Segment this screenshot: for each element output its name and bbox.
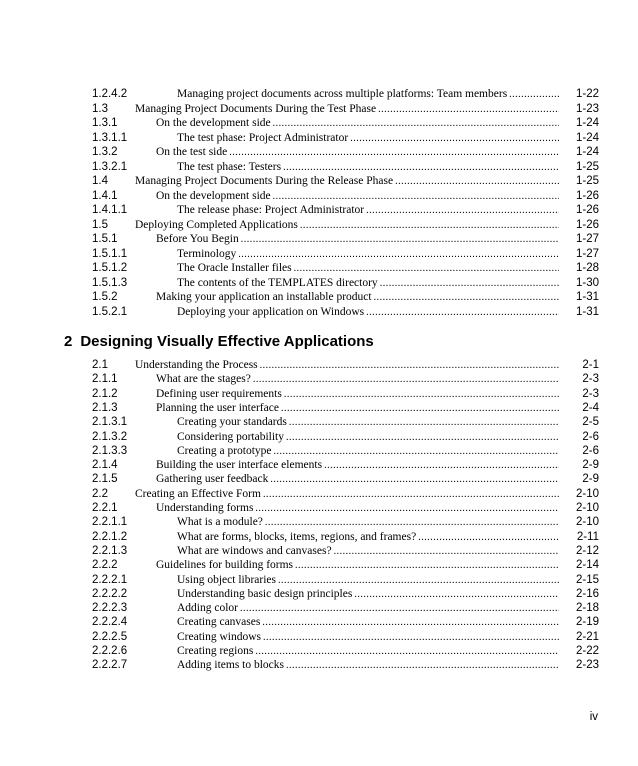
toc-entry-number: 2.1.3.2	[92, 430, 128, 443]
toc-entry[interactable]	[92, 145, 599, 160]
toc-entry-page: 2-12	[575, 544, 599, 557]
toc-entry-number: 2.2.1	[92, 502, 118, 514]
dot-leader	[262, 615, 559, 630]
toc-entry-number: 2.2.2.6	[92, 645, 128, 657]
toc-entry-title-line	[156, 458, 559, 473]
dot-leader	[273, 116, 559, 131]
toc-entry-number: 1.4.1.1	[92, 204, 128, 216]
toc-entry-title: On the development side	[156, 117, 271, 129]
toc-entry-page: 1-27	[575, 247, 599, 260]
toc-entry-page: 1-28	[575, 262, 599, 274]
toc-entry-number: 1.5.1.3	[92, 276, 128, 289]
toc-entry[interactable]	[92, 372, 599, 387]
toc-entry-number: 1.5.1.1	[92, 247, 128, 260]
toc-entry[interactable]	[92, 644, 599, 659]
toc-entry-title-line	[177, 131, 559, 146]
toc-entry-title: Creating canvases	[177, 616, 261, 629]
toc-entry-page: 1-23	[575, 102, 599, 115]
toc-entry-number: 2.2.1.1	[92, 516, 128, 529]
toc-entry[interactable]	[92, 131, 599, 146]
dot-leader	[354, 587, 559, 602]
toc-entry-page: 1-25	[575, 160, 599, 173]
toc-entry-title-line	[177, 544, 559, 559]
toc-entry-title: Understanding forms	[156, 502, 254, 514]
toc-entry-title-line	[177, 415, 559, 430]
toc-entry[interactable]	[92, 487, 599, 502]
toc-entry-number: 2.1.4	[92, 459, 118, 472]
dot-leader	[263, 487, 559, 502]
toc-entry-title: Deploying your application on Windows	[177, 305, 365, 318]
toc-entry-title: Making your application an installable product	[156, 291, 372, 303]
toc-entry[interactable]	[92, 87, 599, 102]
toc-entry[interactable]	[92, 174, 599, 189]
toc-entry-title: On the development side	[156, 189, 271, 202]
toc-entry-title: The Oracle Installer files	[177, 262, 292, 274]
dot-leader	[270, 472, 559, 487]
toc-entry-title-line	[177, 305, 559, 320]
dot-leader	[374, 290, 559, 305]
toc-entry-page: 1-27	[575, 233, 599, 245]
toc-entry-title-line	[177, 615, 559, 630]
toc-entry-title-line	[177, 601, 559, 616]
dot-leader	[283, 160, 559, 175]
toc-entry-title-line	[135, 487, 559, 502]
toc-entry-title: Building the user interface elements	[156, 459, 323, 472]
dot-leader	[286, 430, 559, 445]
dot-leader	[380, 276, 559, 291]
toc-entry-title: The test phase: Project Administrator	[177, 131, 349, 144]
toc-entry-number: 2.2.1.2	[92, 530, 128, 543]
dot-leader	[418, 530, 559, 545]
toc-entry-number: 2.2.2.4	[92, 616, 128, 629]
toc-entry[interactable]	[92, 601, 599, 616]
toc-entry[interactable]	[92, 203, 599, 218]
toc-entry[interactable]	[92, 472, 599, 487]
toc-entry-title: Planning the user interface	[156, 401, 279, 414]
dot-leader	[241, 232, 559, 247]
toc-entry-page: 2-10	[575, 502, 599, 514]
toc-entry[interactable]	[92, 247, 599, 262]
toc-entry-title-line	[177, 276, 559, 291]
toc-entry-title: Adding items to blocks	[177, 659, 285, 672]
toc-entry-page: 2-10	[575, 487, 599, 500]
toc-entry-title: What are the stages?	[156, 373, 251, 386]
dot-leader	[294, 261, 559, 276]
toc-entry-page: 2-5	[582, 416, 599, 429]
toc-entry-title-line	[156, 116, 559, 131]
chapter-title: Designing Visually Effective Applications	[80, 333, 374, 350]
toc-entry[interactable]	[92, 515, 599, 530]
toc-entry-title-line	[156, 501, 559, 516]
toc-entry-title: Creating regions	[177, 645, 254, 657]
toc-entry-title: What is a module?	[177, 516, 263, 529]
toc-entry-title: Gathering user feedback	[156, 473, 269, 486]
toc-entry-number: 1.4	[92, 175, 108, 187]
toc-entry-title: The test phase: Testers	[177, 160, 282, 173]
toc-entry-page: 2-1	[582, 359, 599, 371]
toc-entry-number: 1.4.1	[92, 189, 118, 202]
toc-entry-number: 1.3.2	[92, 146, 118, 158]
toc-entry-title-line	[177, 530, 559, 545]
toc-entry-page: 1-26	[575, 204, 599, 216]
toc-entry-number: 1.2.4.2	[92, 88, 128, 100]
toc-entry[interactable]	[92, 189, 599, 204]
toc-entry-page: 1-31	[575, 305, 599, 318]
dot-leader	[273, 189, 559, 204]
toc-entry-number: 2.2.2.7	[92, 659, 128, 672]
toc-entry-number: 2.2.2	[92, 559, 118, 572]
toc-entry-title-line	[177, 261, 559, 276]
toc-entry-title: Adding color	[177, 602, 239, 615]
toc-entry-page: 2-11	[576, 530, 599, 543]
dot-leader	[324, 458, 559, 473]
toc-entry-title-line	[177, 644, 559, 659]
toc-entry-page: 2-10	[575, 516, 599, 529]
dot-leader	[253, 372, 559, 387]
toc-entry-title: Creating windows	[177, 630, 262, 643]
toc-entry[interactable]	[92, 587, 599, 602]
toc-entry-title: Considering portability	[177, 430, 285, 443]
toc-entry[interactable]	[92, 218, 599, 233]
toc-entry-title-line	[156, 372, 559, 387]
toc-entry-title-line	[156, 558, 559, 573]
toc-entry-title: Terminology	[177, 247, 237, 260]
toc-entry-title: On the test side	[156, 146, 228, 158]
toc-entry[interactable]	[92, 501, 599, 516]
toc-entry-number: 1.5	[92, 218, 108, 231]
toc-entry[interactable]	[92, 630, 599, 645]
toc-entry[interactable]	[92, 444, 599, 459]
toc-entry-title-line	[177, 160, 559, 175]
toc-entry[interactable]	[92, 290, 599, 305]
toc-entry-page: 1-31	[575, 291, 599, 303]
dot-leader	[274, 444, 559, 459]
toc-entry-title: The release phase: Project Administrator	[177, 204, 365, 216]
dot-leader	[295, 558, 559, 573]
toc-entry-number: 1.3.2.1	[92, 160, 128, 173]
toc-entry[interactable]	[92, 261, 599, 276]
dot-leader	[238, 247, 559, 262]
toc-entry-title: Managing Project Documents During the Release Phase	[135, 175, 394, 187]
dot-leader	[240, 601, 559, 616]
toc-entry[interactable]	[92, 573, 599, 588]
toc-entry-number: 2.2.2.3	[92, 602, 128, 615]
dot-leader	[255, 501, 559, 516]
toc-entry-number: 2.1.5	[92, 473, 118, 486]
toc-entry-title: Managing project documents across multiple platforms: Team members	[177, 88, 508, 100]
toc-entry-title: What are forms, blocks, items, regions, and frames?	[177, 530, 417, 543]
toc-entry[interactable]	[92, 160, 599, 175]
toc-entry-title: The contents of the TEMPLATES directory	[177, 276, 378, 289]
toc-entry-title: Using object libraries	[177, 573, 277, 586]
toc-entry-number: 2.2	[92, 487, 108, 500]
toc-entry[interactable]	[92, 401, 599, 416]
toc-entry-title: Understanding the Process	[135, 359, 258, 371]
toc-entry-title: Creating a prototype	[177, 444, 272, 457]
toc-entry-title: Deploying Completed Applications	[135, 218, 298, 231]
footer-page-number: iv	[589, 711, 598, 723]
dot-leader	[278, 573, 559, 588]
toc-entry-title-line	[177, 515, 559, 530]
toc-entry-title-line	[177, 203, 559, 218]
toc-entry-title-line	[156, 145, 559, 160]
dot-leader	[350, 131, 559, 146]
toc-entry-title-line	[156, 472, 559, 487]
toc-entry-page: 2-6	[582, 444, 599, 457]
toc-entry-title-line	[156, 232, 559, 247]
toc-entry-number: 1.5.2.1	[92, 305, 128, 318]
toc-entry[interactable]	[92, 544, 599, 559]
toc-entry[interactable]	[92, 102, 599, 117]
dot-leader	[265, 515, 559, 530]
toc-entry[interactable]	[92, 658, 599, 673]
toc-entry-page: 2-21	[575, 630, 599, 643]
toc-entry-number: 1.3	[92, 102, 108, 115]
toc-entry-title: Creating an Effective Form	[135, 487, 261, 500]
toc-entry-title-line	[177, 444, 559, 459]
dot-leader	[281, 401, 559, 416]
toc-entry-title-line	[177, 587, 559, 602]
dot-leader	[509, 87, 559, 102]
toc-entry-page: 2-4	[582, 401, 599, 414]
toc-entry[interactable]	[92, 615, 599, 630]
toc-entry[interactable]	[92, 430, 599, 445]
toc-entry-number: 2.2.1.3	[92, 544, 128, 557]
toc-entry-page: 2-9	[582, 459, 599, 472]
toc-entry-title-line	[177, 573, 559, 588]
toc-entry[interactable]	[92, 276, 599, 291]
toc-entry-title-line	[177, 87, 559, 102]
dot-leader	[300, 218, 559, 233]
toc-entry-title-line	[177, 247, 559, 262]
toc-entry-number: 1.5.1	[92, 233, 118, 245]
dot-leader	[289, 415, 559, 430]
toc-entry-number: 1.3.1.1	[92, 131, 128, 144]
toc-entry-number: 2.1	[92, 359, 108, 371]
toc-entry-number: 2.2.2.2	[92, 587, 128, 600]
toc-entry-page: 1-24	[575, 117, 599, 129]
toc-entry-page: 1-26	[575, 189, 599, 202]
toc-entry[interactable]	[92, 558, 599, 573]
toc-entry-title-line	[135, 174, 559, 189]
dot-leader	[255, 644, 559, 659]
toc-entry-title-line	[156, 290, 559, 305]
toc-entry-number: 1.5.2	[92, 291, 118, 303]
toc-entry[interactable]	[92, 305, 599, 320]
toc-entry-title: Defining user requirements	[156, 387, 282, 400]
toc-entry-page: 1-26	[575, 218, 599, 231]
toc-entry-number: 2.2.2.5	[92, 630, 128, 643]
toc-entry-page: 1-24	[575, 146, 599, 158]
toc-entry[interactable]	[92, 387, 599, 402]
toc-entry-number: 2.1.3	[92, 401, 118, 414]
toc-entry-title-line	[156, 189, 559, 204]
toc-entry-title-line	[135, 102, 559, 117]
toc-entry-number: 1.3.1	[92, 117, 118, 129]
toc-entry-page: 1-30	[575, 276, 599, 289]
dot-leader	[378, 102, 559, 117]
toc-entry-title: Understanding basic design principles	[177, 587, 353, 600]
toc-entry-page: 2-16	[575, 587, 599, 600]
toc-entry-number: 2.1.3.1	[92, 416, 128, 429]
toc-entry-page: 2-3	[582, 373, 599, 386]
toc-entry-number: 1.5.1.2	[92, 262, 128, 274]
toc-entry-title-line	[135, 218, 559, 233]
toc-entry-page: 2-3	[582, 387, 599, 400]
dot-leader	[395, 174, 559, 189]
dot-leader	[286, 658, 559, 673]
chapter-number: 2	[64, 333, 73, 350]
toc-entry-title: Before You Begin	[156, 233, 239, 245]
toc-entry-title-line	[135, 358, 559, 373]
toc-entry-page: 2-15	[575, 573, 599, 586]
toc-entry[interactable]	[92, 116, 599, 131]
toc-entry[interactable]	[92, 232, 599, 247]
toc-entry-number: 2.1.1	[92, 373, 118, 386]
toc-entry-title: Guidelines for building forms	[156, 559, 294, 572]
toc-entry-number: 2.2.2.1	[92, 573, 128, 586]
dot-leader	[284, 387, 559, 402]
toc-entry-number: 2.1.3.3	[92, 444, 128, 457]
toc-entry-title-line	[156, 387, 559, 402]
dot-leader	[229, 145, 559, 160]
toc-entry-page: 1-22	[575, 88, 599, 100]
toc-entry[interactable]	[92, 358, 599, 373]
toc-entry[interactable]	[92, 415, 599, 430]
toc-entry-title-line	[177, 430, 559, 445]
toc-entry-title: What are windows and canvases?	[177, 544, 332, 557]
toc-entry[interactable]	[92, 530, 599, 545]
toc-entry-title-line	[156, 401, 559, 416]
toc-entry[interactable]	[92, 458, 599, 473]
toc-entry-page: 1-25	[575, 175, 599, 187]
toc-entry-title-line	[177, 630, 559, 645]
toc-entry-title: Creating your standards	[177, 416, 287, 429]
toc-entry-page: 2-14	[575, 559, 599, 572]
toc-entry-page: 2-9	[582, 473, 599, 486]
dot-leader	[366, 203, 559, 218]
dot-leader	[263, 630, 559, 645]
toc-entry-page: 2-6	[582, 430, 599, 443]
toc-entry-title-line	[177, 658, 559, 673]
toc-entry-page: 2-22	[575, 645, 599, 657]
dot-leader	[260, 358, 559, 373]
toc-entry-page: 2-23	[575, 659, 599, 672]
dot-leader	[334, 544, 559, 559]
toc-entry-page: 1-24	[575, 131, 599, 144]
toc-entry-page: 2-18	[575, 602, 599, 615]
dot-leader	[366, 305, 559, 320]
toc-entry-page: 2-19	[575, 616, 599, 629]
toc-entry-title: Managing Project Documents During the Test Phase	[135, 102, 377, 115]
chapter-heading	[64, 333, 374, 351]
toc-entry-number: 2.1.2	[92, 387, 118, 400]
